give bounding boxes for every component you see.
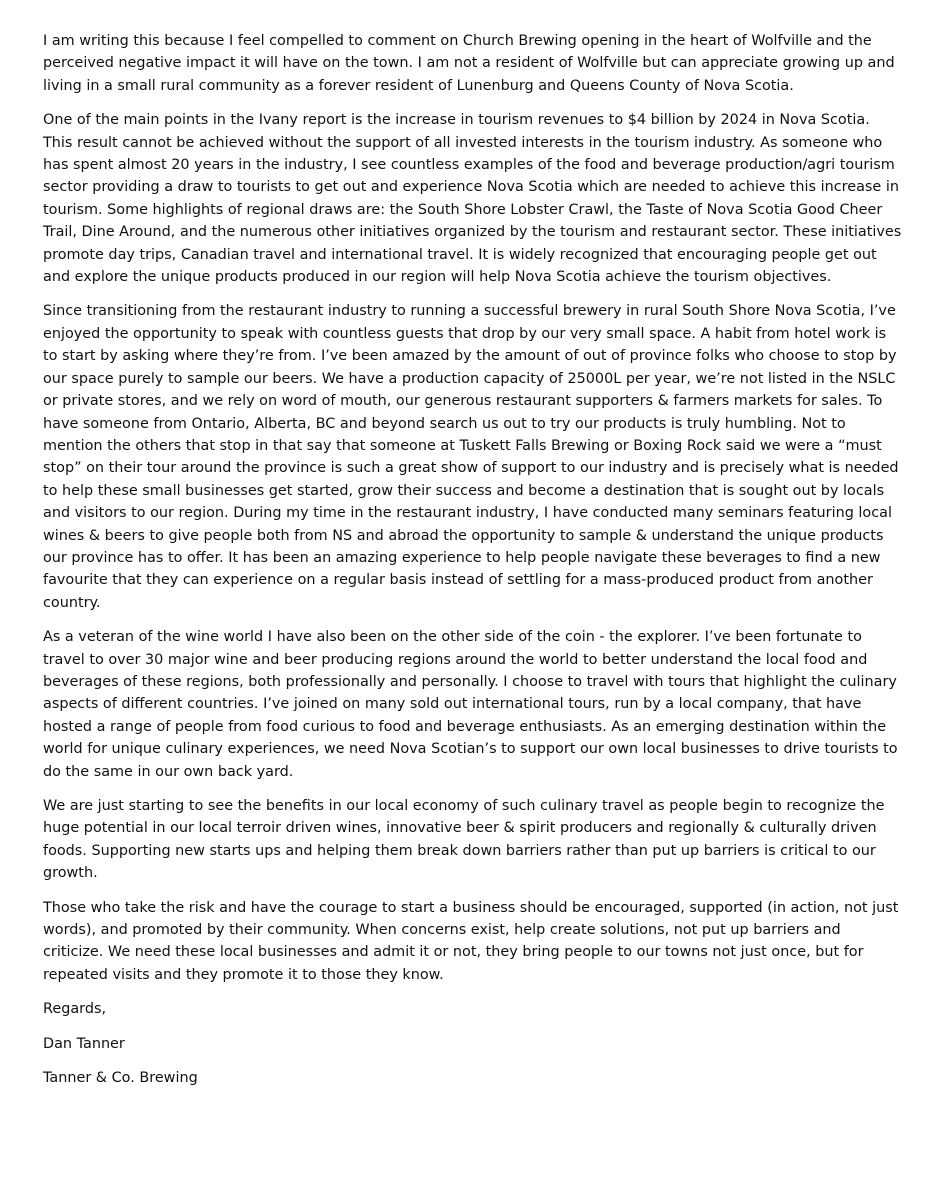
paragraph-encouragement: Those who take the risk and have the courage to start a business should be encouraged, supported (in action, not just words), and promoted by their community. When concerns exist, help create solutions, not put up barriers and criticize. We need these local businesses and admit it or not, they bring people to our towns not just once, but for repeated visits and they promote it to those they know. (43, 899, 899, 983)
paragraph-brewery: Since transitioning from the restaurant industry to running a successful brewery in rural South Shore Nova Scotia, I’ve enjoyed the opportunity to speak with countless guests that drop by our very small space. A habit from hotel work is to start by asking where they’re from. I’ve been amazed by the amount of out of province folks who choose to stop by our space purely to sample our beers. We have a production capacity of 25000L per year, we’re not listed in the NSLC or private stores, and we rely on word of mouth, our generous restaurant supporters & farmers markets for sales. To have someone from Ontario, Alberta, BC and beyond search us out to try our products is truly humbling. Not to mention the others that stop in that say that someone at Tuskett Falls Brewing or Boxing Rock said we were a “must stop” on their tour around the province is such a great show of support to our industry and is precisely what is needed to help these small businesses get started, grow their success and become a destination that is sought out by locals and visitors to our region. During my time in the restaurant industry, I have conducted many seminars featuring local wines & beers to give people both from NS and abroad the opportunity to sample & understand the unique products our province has to offer. It has been an amazing experience to help people navigate these beverages to find a new favourite that they can experience on a regular basis instead of settling for a mass-produced product from another country. (43, 303, 899, 611)
closing-salutation: Regards, (43, 1001, 107, 1018)
letter-body (43, 30, 903, 1101)
paragraph-explorer: As a veteran of the wine world I have also been on the other side of the coin - the explorer. I’ve been fortunate to travel to over 30 major wine and beer producing regions around the world to better understand the local food and beverages of these regions, both professionally and personally. I choose to travel with tours that highlight the culinary aspects of different countries. I’ve joined on many sold out international tours, run by a local company, that have hosted a range of people from food curious to food and beverage enthusiasts. As an emerging destination within the world for unique culinary experiences, we need Nova Scotian’s to support our own local businesses to drive tourists to do the same in our own back yard. (43, 629, 898, 780)
paragraph-tourism: One of the main points in the Ivany report is the increase in tourism revenues to $4 billion by 2024 in Nova Scotia. This result cannot be achieved without the support of all invested interests in the tourism industry. As someone who has spent almost 20 years in the industry, I see countless examples of the food and beverage production/agri tourism sector providing a draw to tourists to get out and experience Nova Scotia which are needed to achieve this increase in tourism. Some highlights of regional draws are: the South Shore Lobster Crawl, the Taste of Nova Scotia Good Cheer Trail, Dine Around, and the numerous other initiatives organized by the tourism and restaurant sector. These initiatives promote day trips, Canadian travel and international travel. It is widely recognized that encouraging people get out and explore the unique products produced in our region will help Nova Scotia achieve the tourism objectives. (43, 112, 902, 286)
paragraph-intro: I am writing this because I feel compelled to comment on Church Brewing opening in the heart of Wolfville and the perceived negative impact it will have on the town. I am not a resident of Wolfville but can appreciate growing up and living in a small rural community as a forever resident of Lunenburg and Queens County of Nova Scotia. (43, 33, 895, 94)
paragraph-economy: We are just starting to see the benefits in our local economy of such culinary travel as people begin to recognize the huge potential in our local terroir driven wines, innovative beer & spirit producers and regionally & culturally driven foods. Supporting new starts ups and helping them break down barriers rather than put up barriers is critical to our growth. (43, 798, 885, 882)
signer-company: Tanner & Co. Brewing (43, 1070, 198, 1087)
signer-name: Dan Tanner (43, 1035, 125, 1052)
